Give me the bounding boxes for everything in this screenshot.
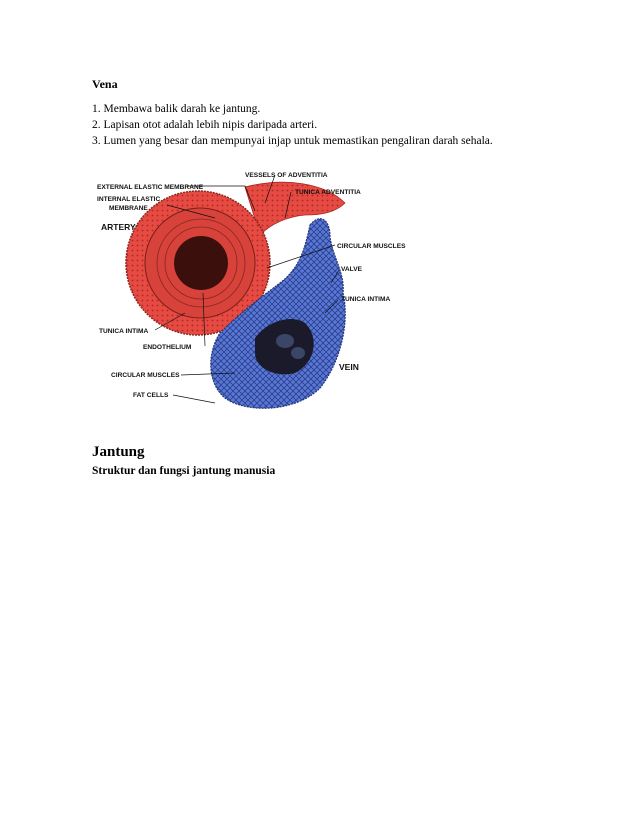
list-item: 1. Membawa balik darah ke jantung.: [92, 103, 261, 115]
label-fat-cells: FAT CELLS: [133, 392, 169, 399]
label-circular-muscles-bottom: CIRCULAR MUSCLES: [111, 372, 180, 379]
label-artery: ARTERY: [101, 222, 136, 232]
list-item: 2. Lapisan otot adalah lebih nipis daripada arteri.: [92, 119, 318, 131]
label-circular-muscles-top: CIRCULAR MUSCLES: [337, 243, 406, 250]
section-heading-vena: Vena: [92, 77, 118, 91]
label-endothelium: ENDOTHELIUM: [143, 344, 192, 351]
label-valve: VALVE: [341, 266, 363, 273]
artery-vein-diagram: [95, 163, 450, 431]
label-tunica-adventitia: TUNICA ADVENTITIA: [295, 189, 361, 196]
diagram-svg: [95, 163, 450, 431]
list-item: 3. Lumen yang besar dan mempunyai injap untuk memastikan pengaliran darah sehala.: [92, 135, 493, 147]
label-external-elastic-membrane: EXTERNAL ELASTIC MEMBRANE: [97, 184, 204, 191]
label-vein: VEIN: [339, 362, 359, 372]
valve-shape: [291, 347, 305, 359]
label-vessels-of-adventitia: VESSELS OF ADVENTITIA: [245, 172, 328, 179]
label-tunica-intima-left: TUNICA INTIMA: [99, 328, 149, 335]
vena-points-list: [92, 101, 493, 149]
label-internal-elastic-line1: INTERNAL ELASTIC: [97, 196, 161, 203]
leader-line: [173, 395, 215, 403]
section-heading-jantung: Jantung: [92, 444, 145, 460]
section-subtitle-jantung: Struktur dan fungsi jantung manusia: [92, 465, 276, 477]
label-tunica-intima-right: TUNICA INTIMA: [341, 296, 391, 303]
valve-shape: [276, 334, 294, 348]
artery-lumen-shape: [174, 236, 228, 290]
label-internal-elastic-line2: MEMBRANE: [109, 205, 148, 212]
